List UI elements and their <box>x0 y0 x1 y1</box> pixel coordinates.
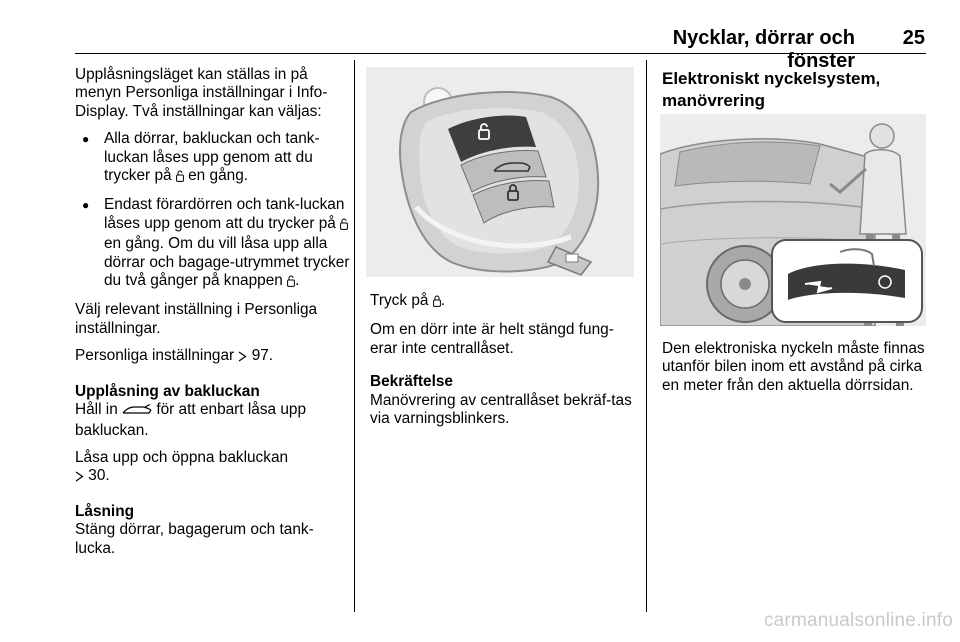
locking-heading: Låsning <box>75 502 134 520</box>
press-lock-paragraph <box>370 292 638 312</box>
reference-text: Låsa upp och öppna bakluckan <box>75 448 289 466</box>
unlock-icon <box>287 274 295 292</box>
choose-setting-paragraph: Välj relevant inställning i Personliga inställningar. <box>75 301 318 337</box>
unlock-trunk-heading: Upplåsning av bakluckan <box>75 382 260 400</box>
column-right <box>662 340 932 404</box>
reference-text: Personliga inställningar <box>75 347 239 365</box>
ref-arrow-icon <box>75 469 84 487</box>
bullet-text-mid: en gång. Om du vill låsa upp alla dörrar och bagage-utrymmet trycker du två gånger på knappen <box>104 235 350 290</box>
header-rule <box>75 53 926 54</box>
trunk-icon <box>122 403 152 421</box>
column-middle <box>370 292 638 437</box>
confirmation-paragraph: Manövrering av centrallåset bekräf-tas via varningsblinkers. <box>370 391 632 428</box>
press-text: Tryck på <box>370 292 433 309</box>
bullet-text: Endast förardörren och tank-luckan låses upp genom att du trycker på <box>104 196 345 232</box>
key-fob-illustration <box>366 67 634 277</box>
unlock-trunk-text-end: för att enbart låsa upp bakluckan. <box>75 401 307 439</box>
reference-page: 97. <box>251 347 274 365</box>
reference-page: 30. <box>88 467 110 485</box>
unlock-trunk-text: Håll in <box>75 401 123 419</box>
unlock-trunk-paragraph <box>75 401 350 440</box>
unlock-icon <box>340 217 348 235</box>
bullet-text-end: . <box>295 272 300 290</box>
press-text-end: . <box>440 292 445 309</box>
intro-paragraph: Upplåsningsläget kan ställas in på menyn Personliga inställningar i Info-Display. Två inställningar kan väljas: <box>75 66 328 120</box>
setting-options-list <box>75 130 350 292</box>
column-divider-2 <box>646 60 647 612</box>
unlock-icon <box>176 169 184 187</box>
door-not-closed-paragraph: Om en dörr inte är helt stängd fung-erar inte centrallåset. <box>370 321 614 357</box>
lock-icon <box>433 294 441 312</box>
bullet-text: Alla dörrar, bakluckan och tank-luckan låses upp genom att du trycker på <box>104 130 320 185</box>
confirmation-heading: Bekräftelse <box>370 373 453 391</box>
car-door-illustration <box>660 114 926 326</box>
page-title: Nycklar, dörrar och fönster <box>672 27 855 72</box>
list-item <box>75 196 350 292</box>
personal-settings-reference[interactable] <box>75 347 350 367</box>
ref-arrow-icon <box>238 349 247 367</box>
locking-paragraph: Stäng dörrar, bagagerum och tank-lucka. <box>75 521 314 557</box>
watermark: carmanualsonline.info <box>763 610 953 631</box>
open-trunk-reference[interactable] <box>75 449 350 488</box>
page-number: 25 <box>902 27 925 49</box>
column-divider-1 <box>354 60 355 612</box>
electronic-key-paragraph: Den elektroniska nyckeln måste finnas utanför bilen inom ett avstånd på cirka en meter från den aktuella dörrsidan. <box>662 340 925 394</box>
electronic-key-heading: Elektroniskt nyckelsystem, manövrering <box>662 69 881 110</box>
column-left <box>75 66 350 567</box>
list-item <box>75 130 350 187</box>
bullet-text-end: en gång. <box>183 167 249 185</box>
